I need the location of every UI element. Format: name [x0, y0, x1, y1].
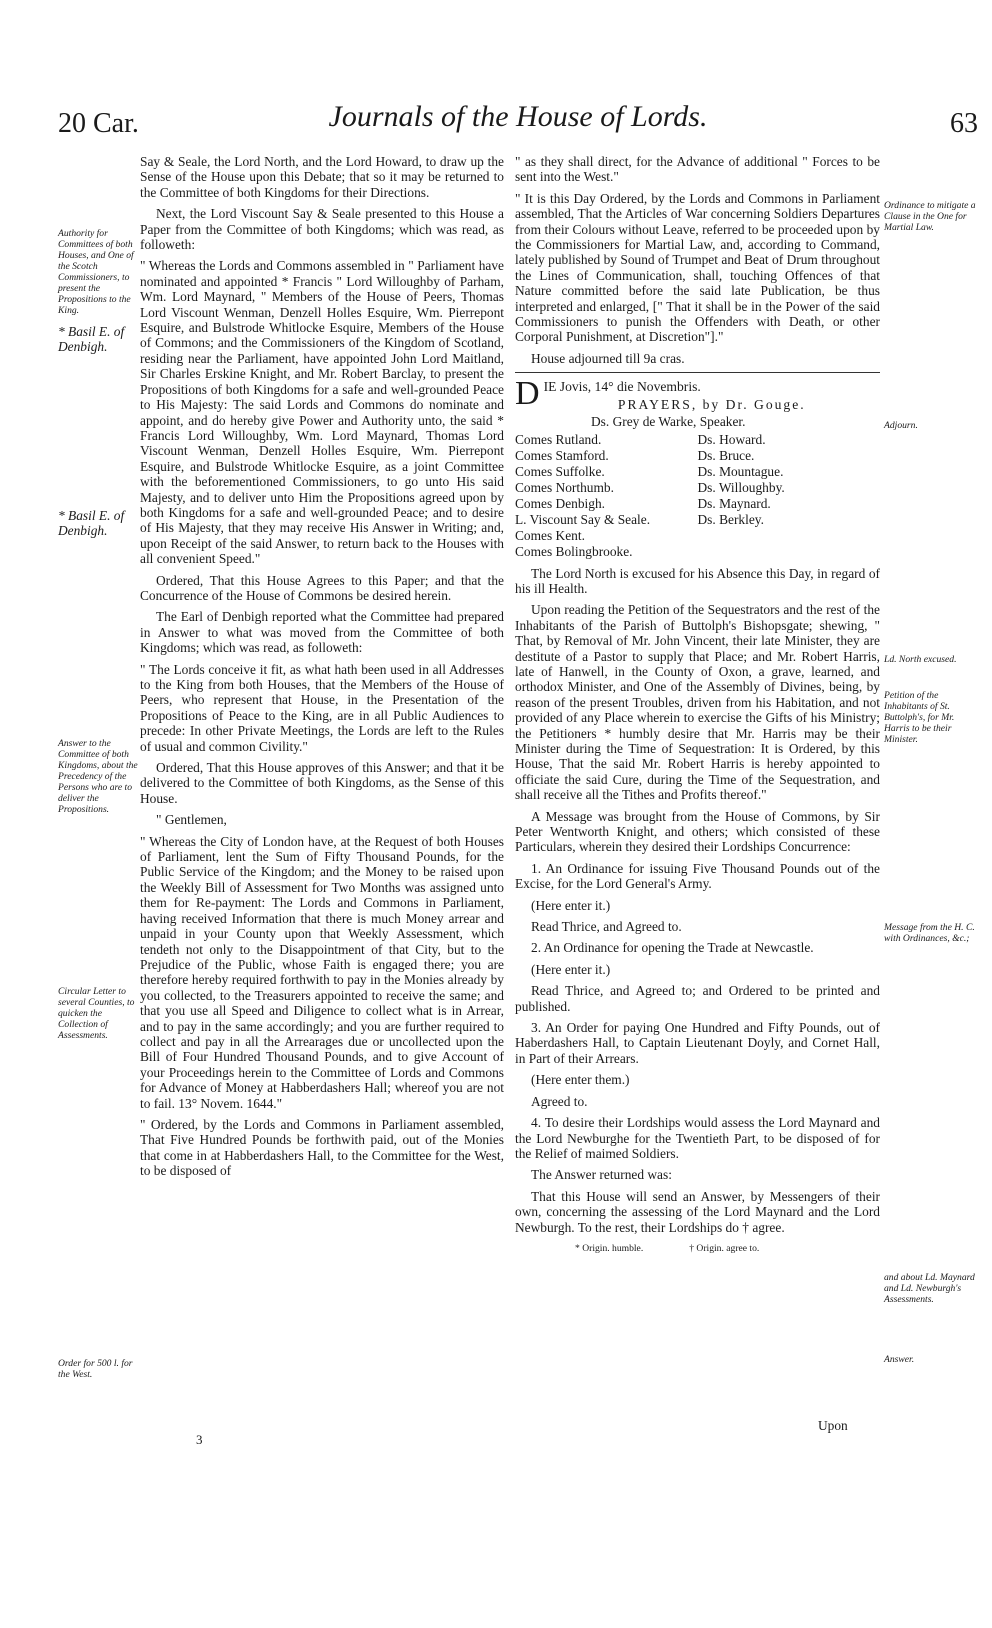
running-title: Journals of the House of Lords. — [328, 100, 708, 133]
paragraph: Say & Seale, the Lord North, and the Lord Howard, to draw up the Sense of the House upon this Debate; that so it may be returned to the Committee of both Kingdoms for their Directions. — [140, 154, 504, 200]
margin-note: Adjourn. — [884, 420, 918, 431]
regnal-year: 20 Car. — [58, 108, 139, 139]
margin-note: Answer. — [884, 1354, 915, 1365]
attendee: Ds. Bruce. — [697, 447, 755, 463]
paragraph: " Ordered, by the Lords and Commons in Parliament assembled, That Five Hundred Pounds be forthwith paid, out of the Monies that come in at Habberdashers Hall, to the Committee for the West, to be disposed of — [140, 1116, 504, 1179]
note: (Here enter them.) — [531, 1072, 630, 1088]
note: Read Thrice, and Agreed to. — [531, 919, 682, 935]
margin-note: * Basil E. of Denbigh. — [58, 324, 125, 355]
margin-note: Answer to the Committee of both Kingdoms, about the Precedency of the Persons who are to deliver the Propositions. — [58, 738, 138, 815]
prayers-line: PRAYERS, by Dr. Gouge. — [617, 396, 806, 412]
left-column — [140, 154, 504, 1185]
margin-note: * Basil E. of Denbigh. — [58, 508, 125, 539]
attendee: Comes Bolingbrooke. — [515, 543, 633, 559]
note: (Here enter it.) — [531, 897, 611, 913]
page-number: 63 — [950, 108, 978, 139]
margin-note: Authority for Committees of both Houses, and One of the Scotch Commissioners, to present the Propositions to the King. — [58, 228, 134, 316]
footnotes — [575, 1241, 880, 1256]
attendee: Ds. Mountague. — [697, 463, 784, 479]
attendee: Comes Northumb. — [515, 479, 614, 495]
paragraph: " Whereas the City of London have, at the Request of both Houses of Parliament, lent the Sum of Fifty Thousand Pounds, for the Public Service of the Kingdom; and the Money to be raised upon the Weekly Bill of Assessment for Two Months was assigned unto them for Re-payment: The Lords and Commons in Parliament, having received Information that there is much Money arrear and unpaid in your County upon that Weekly Assessment, which tendeth not only to the Disappointment of that City, but to the Prejudice of the Public, whose Faith is engaged there; you are therefore hereby required forthwith to pay in the Monies already by you collected, to the Treasurers appointed to receive the same; and that you use all Speed and Diligence to collect what is in Arrear, and to pay in the same accordingly; and you are further required to collect and pay in all the Arrearages due or uncollected upon the Bill of Four Hundred Thousand Pounds, and to give Account of your Proceedings herein to the Committee of Lords and Commons for Advance of Money at Habberdashers Hall; whereof you are not to fail. 13° Novem. 1644." — [140, 833, 504, 1111]
paragraph: " The Lords conceive it fit, as what hath been used in all Addresses to the King from both Houses, that the Members of the House of Peers, who represent that House, in the Presentation of the Propositions of Peace to the King, are in all Public Audiences to precede: In other Private Meetings, the Lords are left to the Rules of usual and common Civility." — [140, 661, 504, 754]
paragraph: The Lord North is excused for his Absence this Day, in regard of his ill Health. — [515, 565, 880, 596]
divider — [515, 372, 880, 373]
attendee: Comes Denbigh. — [515, 495, 606, 511]
attendee: Comes Kent. — [515, 527, 585, 543]
list-item: 3. An Order for paying One Hundred and Fifty Pounds, out of Haberdashers Hall, to Captain Lieutenant Doyly, and Cornet Hall, in Part of their Arrears. — [515, 1020, 880, 1066]
letter-salutation: " Gentlemen, — [156, 812, 227, 828]
paragraph: Ordered, That this House Agrees to this Paper; and that the Concurrence of the House of Commons be desired herein. — [140, 572, 504, 603]
list-item: 1. An Ordinance for issuing Five Thousand Pounds out of the Excise, for the Lord General's Army. — [515, 860, 880, 892]
paragraph: " as they shall direct, for the Advance of additional " Forces to be sent into the West." — [515, 154, 880, 185]
list-item: 4. To desire their Lordships would assess the Lord Maynard and the Lord Newburghe for the Twentieth Part, to be disposed of for the Relief of maimed Soldiers. — [515, 1115, 880, 1161]
footnote: † Origin. agree to. — [689, 1242, 760, 1254]
margin-note: Ld. North excused. — [884, 654, 957, 665]
paragraph: " Whereas the Lords and Commons assembled in " Parliament have nominated and appointed * Francis " Lord Willoughby of Parham, Wm. Lord Maynard, " Members of the House of Peers, Thomas Lord Viscount Wenman, Denzell Holles Esquire, Wm. Pierrepont Esquire, and Bulstrode Whitlocke Esquire, Members of the House of Commons; and the Commissioners of the Kingdom of Scotland, residing near the Parliament, have appointed John Lord Maitland, Sir Charles Erskine Knight, and Mr. Robert Barclay, to present the Propositions of both Kingdoms for a safe and well-grounded Peace to His Majesty: The said Lords and Commons do nominate and appoint, and do hereby give Power and Authority unto, the said * Francis Lord Willoughby, Wm. Lord Maynard, Thomas Lord Viscount Wenman, Denzell Holles Esquire, Wm. Pierrepont Esquire, and Bulstrode Whitlocke Esquire, as a joint Committee with the beforementioned Commissioners, to go unto His said Majesty, and to deliver unto Him the Propositions agreed upon by both Kingdoms for a safe and well-grounded Peace; and to desire of His Majesty, that they may receive His Answer in Writing; and, upon Receipt of the said Answer, to return back to the Houses with all convenient Speed." — [140, 258, 504, 567]
attendee: Ds. Maynard. — [697, 495, 771, 511]
paragraph: Ordered, That this House approves of this Answer; and that it be delivered to the Committee of both Kingdoms, as the Sense of this House. — [140, 760, 504, 806]
page-header — [58, 100, 978, 150]
margin-note: Ordinance to mitigate a Clause in the One for Martial Law. — [884, 200, 976, 233]
speaker-line: Ds. Grey de Warke, Speaker. — [591, 414, 746, 430]
list-item: 2. An Ordinance for opening the Trade at Newcastle. — [531, 940, 814, 956]
attendance-list — [515, 432, 880, 560]
paragraph: That this House will send an Answer, by Messengers of their own, concerning the assessing of the Lord Maynard and the Lord Newburgh. To the rest, their Lordships do † agree. — [515, 1188, 880, 1235]
attendance-earls — [515, 432, 698, 560]
margin-note: Circular Letter to several Counties, to quicken the Collection of Assessments. — [58, 986, 135, 1041]
adjournment: House adjourned till 9a cras. — [531, 350, 685, 366]
attendee: Comes Rutland. — [515, 431, 602, 447]
margin-note: and about Ld. Maynard and Ld. Newburgh's Assessments. — [884, 1272, 975, 1305]
paragraph: The Earl of Denbigh reported what the Committee had prepared in Answer to what was moved from the Committee of both Kingdoms; which was read, as followeth: — [140, 609, 504, 656]
paragraph: A Message was brought from the House of Commons, by Sir Peter Wentworth Knight, and others; which consisted of these Particulars, wherein they desired their Lordships Concurrence: — [515, 808, 880, 855]
paragraph: Next, the Lord Viscount Say & Seale presented to this House a Paper from the Committee of both Kingdoms; which was read, as followeth: — [140, 206, 504, 253]
margin-note: Order for 500 l. for the West. — [58, 1358, 133, 1380]
attendee: Comes Suffolke. — [515, 463, 605, 479]
note: Agreed to. — [531, 1093, 588, 1109]
paragraph: " It is this Day Ordered, by the Lords and Commons in Parliament assembled, That the Articles of War concerning Soldiers Departures from their Colours without Leave, referred to be proceeded upon by the Commissioners for Martial Law, and, according to Command, lately published by Sound of Trumpet and Beat of Drum throughout the Lines of Communication, shall, touching Offences of that Nature committed before the said late Publication, be thus interpreted and enlarged, [" That it shall be in the Power of the said Commissioners to punish the Offenders with Death, or other Corporal Punishment, at Discretion"]." — [515, 190, 880, 345]
attendee: Ds. Berkley. — [697, 511, 764, 527]
note: The Answer returned was: — [531, 1167, 672, 1183]
attendee: Comes Stamford. — [515, 447, 609, 463]
footnote: * Origin. humble. — [575, 1242, 644, 1254]
paragraph: Upon reading the Petition of the Sequestrators and the rest of the Inhabitants of the Parish of Buttolph's Bishopsgate; shewing, " That, by Removal of Mr. John Vincent, their late Minister, they are destitute of a Pastor to supply that Place; and Mr. Robert Harris, late of Hanwell, in the County of Oxon, a grave, learned, and orthodox Minister, and One of the Assembly of Divines, being, by reason of the present Troubles, driven from his Habitation, and not provided of any Place wherein to exercise the Gifts of his Ministry; the Petitioners * humbly desire that Mr. Harris may be their Minister during the Time of Sequestration: It is Ordered, by this House, That the said Mr. Robert Harris is hereby appointed to officiate the said Cure, during the Time of the Sequestration, and shall receive all the Tithes and Profits thereof." — [515, 602, 880, 803]
note: (Here enter it.) — [531, 961, 611, 977]
attendee: Ds. Willoughby. — [697, 479, 785, 495]
drop-cap: D — [515, 375, 540, 413]
margin-note: Message from the H. C. with Ordinances, &c.; — [884, 922, 975, 944]
attendance-barons — [698, 432, 881, 560]
margin-note: Petition of the Inhabitants of St. Buttolph's, for Mr. Harris to be their Minister. — [884, 690, 955, 745]
day-title: IE Jovis, 14° die Novembris. — [543, 379, 701, 395]
note: Read Thrice, and Agreed to; and Ordered to be printed and published. — [515, 983, 880, 1014]
right-column — [515, 154, 880, 1256]
attendee: Ds. Howard. — [697, 431, 766, 447]
catchword: Upon — [818, 1418, 848, 1433]
signature-mark: 3 — [196, 1432, 203, 1447]
attendee: L. Viscount Say & Seale. — [515, 511, 651, 527]
